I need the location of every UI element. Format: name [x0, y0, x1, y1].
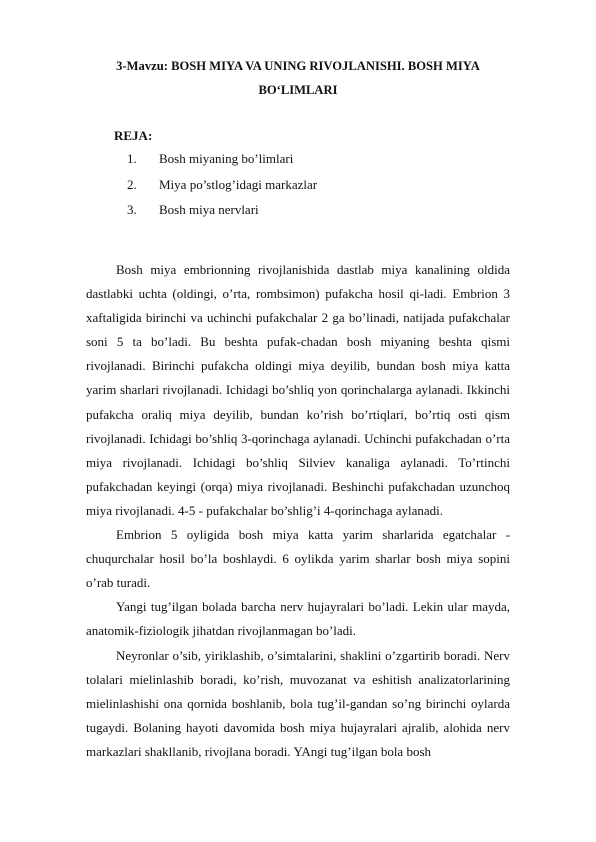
- paragraph: Yangi tug’ilgan bolada barcha nerv hujayralari bo’ladi. Lekin ular mayda, anatomik-fiziologik jihatdan rivojlanmagan bo’ladi.: [86, 599, 510, 639]
- paragraph: Neyronlar o’sib, yiriklashib, o’simtalarini, shaklini o’zgartirib boradi. Nerv tolalari mielinlashib boradi, ko’rish, muvozanat va eshitish analizatorlarining mielinlashishi ona qornida boshlanib, bola tug’il-gandan so’ng birinchi oylarda tugaydi. Bolaning hayoti davomida bosh miya hujayralari ajralib, alohida nerv markazlari shakllanib, rivojlana boradi. YAngi tug’ilgan bola bosh: [86, 647, 510, 759]
- plan-item-number: 1.: [127, 151, 137, 166]
- plan-item-text: Miya po’stlog’idagi markazlar: [159, 176, 318, 192]
- paragraph: Bosh miya embrionning rivojlanishida dastlab miya kanalining oldida dastlabki uchta (oldingi, o’rta, rombsimon) pufakcha hosil qi-ladi. Embrion 3 xaftaligida birinchi va uchinchi pufakchalar 2 ga bo’linadi, natijada pufakchalar soni 5 ta bo’ladi. Bu beshta pufak-chadan bosh miyaning beshta qismi rivojlanadi. Birinchi pufakcha oldingi miya deyilib, bundan bosh miya katta yarim sharlari rivojlanadi. Ichidagi bo’shliq yon qorinchalarga aylanadi. Ikkinchi pufakcha oraliq miya deyilib, bundan ko’rish bo’rtiqlari, bo’rtiq osti qism rivojlanadi. Ichidagi bo’shliq 3-qorinchaga aylanadi. Uchinchi pufakchadan o’rta miya rivojlanadi. Ichidagi bo’shliq Silviev kanaliga aylanadi. To’rtinchi pufakchadan keyingi (orqa) miya rivojlanadi. Beshinchi pufakchadan uzunchoq miya rivojlanadi. 4-5 - pufakchalar bo’shlig’i 4-qorinchaga aylanadi.: [86, 262, 510, 518]
- plan-item-text: Bosh miya nervlari: [159, 202, 259, 217]
- paragraph: Embrion 5 oyligida bosh miya katta yarim sharlarida egatchalar - chuqurchalar hosil bo’la boshlaydi. 6 oylikda yarim sharlar bosh miya sopini o’rab turadi.: [86, 527, 510, 591]
- body-text: [86, 258, 510, 764]
- plan-item-number: 3.: [127, 202, 137, 217]
- plan-item-text: Bosh miyaning bo’limlari: [159, 151, 294, 166]
- title-line-2: BO‘LIMLARI: [258, 83, 338, 97]
- title-line-1: 3-Mavzu: BOSH MIYA VA UNING RIVOJLANISHI. BOSH MIYA: [116, 59, 480, 73]
- plan-item-number: 2.: [127, 176, 137, 192]
- page-title: [84, 54, 512, 102]
- plan-heading: REJA:: [114, 128, 153, 143]
